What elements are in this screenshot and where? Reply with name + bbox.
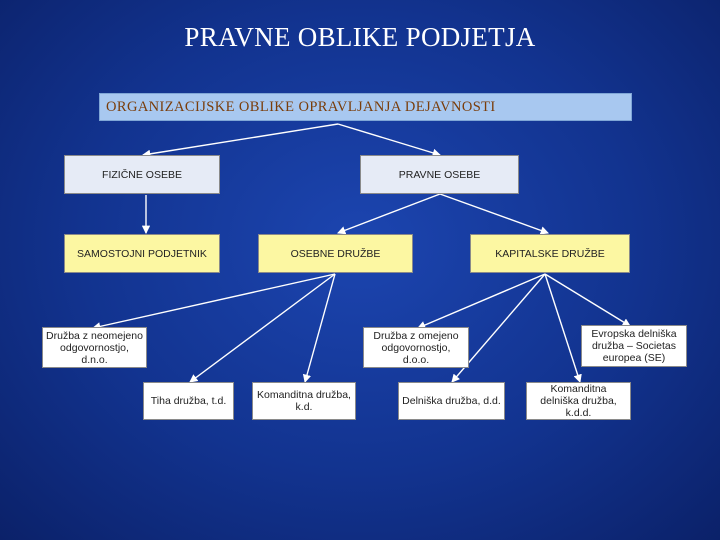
label-doo: Družba z omejeno odgovornostjo, d.o.o. <box>373 329 459 366</box>
arrow-pravne-to-osebne <box>338 194 440 233</box>
label-samostojni-podjetnik: SAMOSTOJNI PODJETNIK <box>77 247 207 260</box>
arrow-pravne-to-kapitalske <box>440 194 548 233</box>
header-box: ORGANIZACIJSKE OBLIKE OPRAVLJANJA DEJAVNOSTI <box>99 93 632 121</box>
arrow-header-to-fizicne <box>143 124 338 155</box>
arrow-kapitalske-to-doo <box>418 274 545 328</box>
box-komanditna-druzba <box>252 382 356 420</box>
box-fizicne-osebe <box>64 155 220 194</box>
label-delniska-druzba: Delniška družba, d.d. <box>402 395 501 407</box>
label-se: Evropska delniška družba – Societas europea (SE) <box>591 328 677 364</box>
label-fizicne-osebe: FIZIČNE OSEBE <box>102 168 182 181</box>
box-dno <box>42 327 147 368</box>
box-osebne-druzbe <box>258 234 413 273</box>
label-kdd: Komanditna delniška družba, k.d.d. <box>540 383 617 419</box>
box-delniska-druzba <box>398 382 505 420</box>
box-doo <box>363 327 469 368</box>
label-pravne-osebe: PRAVNE OSEBE <box>398 168 481 181</box>
slide-title: PRAVNE OBLIKE PODJETJA <box>184 22 536 52</box>
label-dno: Družba z neomejeno odgovornostjo, d.n.o. <box>46 329 143 366</box>
arrow-kapitalske-to-se <box>545 274 630 326</box>
label-tiha-druzba: Tiha družba, t.d. <box>150 395 227 407</box>
arrow-kapitalske-to-kdd <box>545 274 580 382</box>
arrow-osebne-to-kd <box>305 274 335 382</box>
box-se <box>581 325 687 367</box>
box-tiha-druzba <box>143 382 234 420</box>
label-kapitalske-druzbe: KAPITALSKE DRUŽBE <box>495 247 605 260</box>
box-pravne-osebe <box>360 155 519 194</box>
box-samostojni-podjetnik <box>64 234 220 273</box>
label-osebne-druzbe: OSEBNE DRUŽBE <box>290 247 381 260</box>
box-kdd <box>526 382 631 420</box>
label-komanditna-druzba: Komanditna družba, k.d. <box>257 389 351 413</box>
box-kapitalske-druzbe <box>470 234 630 273</box>
arrow-header-to-pravne <box>338 124 440 155</box>
